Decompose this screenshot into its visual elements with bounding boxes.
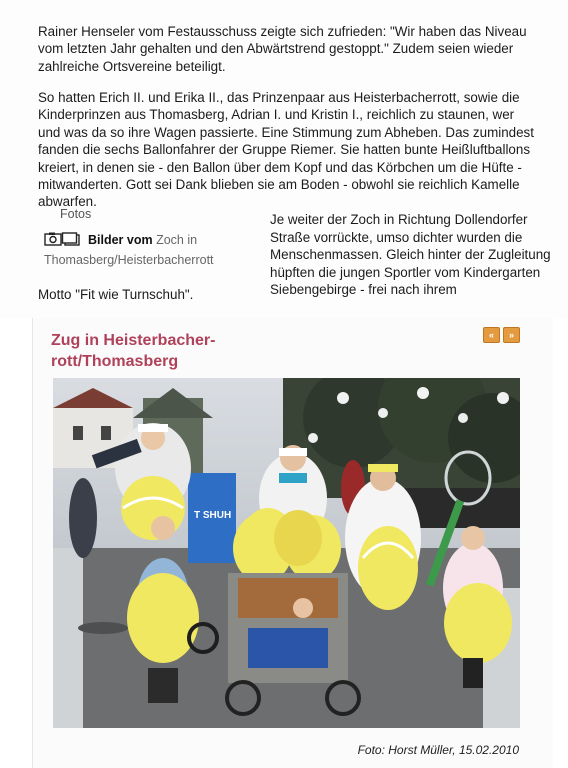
sign-text: T SHUH: [194, 510, 232, 521]
photo-gallery-card: [32, 318, 553, 768]
fotos-heading: Fotos: [60, 207, 92, 221]
right-column-paragraph: Je weiter der Zoch in Richtung Dollendorfer Straße vorrückte, umso dichter wurden die Menschenmassen. Gleich hinter der Zugleitung hüpften die jungen Sportler vom Kindergarten Siebengebirge - frei nach ihrem: [270, 212, 551, 298]
parade-photo-illustration: [53, 378, 520, 728]
gallery-title: Zug in Heisterbacher-rott/Thomasberg: [51, 332, 216, 370]
paragraph-2: So hatten Erich II. und Erika II., das Prinzenpaar aus Heisterbacherrott, sowie die Kinderprinzen aus Thomasberg, Adrian I. und Kristin I., reichlich zu staunen, wer und was da so ihre Wagen passierte. Eine Stimmung zum Abheben. Das zumindest fanden die sechs Ballonfahrer der Gruppe Riemer. Sie hatten bunte Heißluftballons kreiert, in denen sie - den Ballon über dem Kopf und das Körbchen um die Hüfte - mitwanderten. Gott sei Dank blieben sie am Boden - obwohl sie reichlich Kamelle abwarfen.: [38, 90, 534, 210]
previous-photo-button[interactable]: «: [483, 327, 500, 343]
article-text: [0, 0, 568, 318]
motto-line: Motto "Fit wie Turnschuh".: [38, 287, 194, 302]
next-photo-button[interactable]: »: [503, 327, 520, 343]
fotos-link[interactable]: Bilder vom: [88, 233, 153, 247]
photo-caption: Foto: Horst Müller, 15.02.2010: [357, 743, 519, 757]
fotos-location[interactable]: Zoch in Thomasberg/Heisterbacherrott: [44, 233, 214, 267]
paragraph-1: Rainer Henseler vom Festausschuss zeigte sich zufrieden: "Wir haben das Niveau vom letzten Jahr gehalten und den Abwärtstrend gestoppt." Zudem seien wieder zahlreiche Ortsvereine beteiligt.: [38, 24, 527, 74]
fotos-gallery-link-row[interactable]: [44, 231, 264, 269]
camera-gallery-icon: [44, 232, 82, 251]
carnival-parade-photo[interactable]: [53, 378, 520, 728]
